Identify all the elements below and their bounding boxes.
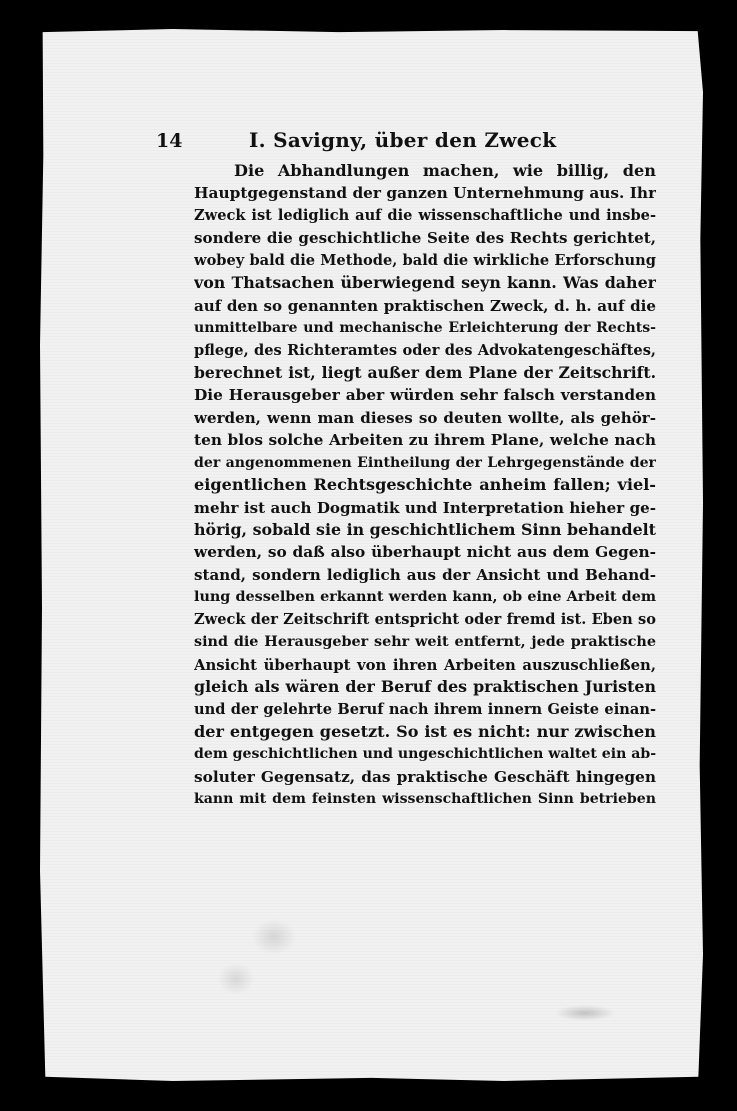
text-line: wobey bald die Methode, bald die wirkliche Erforschung (194, 251, 656, 269)
text-line: kann mit dem feinsten wissenschaftlichen Sinn betrieben (194, 791, 656, 808)
text-line: Ansicht überhaupt von ihren Arbeiten auszuschließen, (194, 655, 656, 674)
text-line: hörig, sobald sie in geschichtlichem Sinn behandelt (194, 520, 656, 539)
page-header (156, 128, 656, 158)
text-line: mehr ist auch Dogmatik und Interpretation hieher ge- (194, 498, 656, 517)
text-line: ten blos solche Arbeiten zu ihrem Plane, welche nach (194, 431, 656, 450)
text-line: soluter Gegensatz, das praktische Geschäft hingegen (194, 767, 656, 786)
text-line: und der gelehrte Beruf nach ihrem innern Geiste einan- (194, 700, 656, 718)
text-line: von Thatsachen überwiegend seyn kann. Was daher (194, 273, 656, 293)
text-line: Hauptgegenstand der ganzen Unternehmung aus. Ihr (194, 184, 656, 203)
text-line: stand, sondern lediglich aus der Ansicht und Behand- (194, 565, 656, 584)
text-line: Die Abhandlungen machen, wie billig, den (234, 161, 656, 180)
text-line: pflege, des Richteramtes oder des Advokatengeschäftes, (194, 341, 656, 359)
text-line: berechnet ist, liegt außer dem Plane der Zeitschrift. (194, 362, 656, 382)
text-line: Zweck der Zeitschrift entspricht oder fremd ist. Eben so (194, 610, 656, 628)
text-line: gleich als wären der Beruf des praktischen Juristen (194, 677, 656, 697)
text-line: sondere die geschichtliche Seite des Rechts gerichtet, (194, 229, 656, 248)
text-line: sind die Herausgeber sehr weit entfernt, jede praktische (194, 634, 656, 651)
text-line: Die Herausgeber aber würden sehr falsch verstanden (194, 386, 656, 405)
running-head: I. Savigny, über den Zweck (249, 128, 557, 152)
text-line: Zweck ist lediglich auf die wissenschaftliche und insbe- (194, 206, 656, 224)
text-line: eigentlichen Rechtsgeschichte anheim fallen; viel- (194, 475, 656, 495)
text-line: unmittelbare und mechanische Erleichterung der Rechts- (194, 320, 656, 337)
page-number: 14 (156, 130, 183, 152)
text-line: werden, so daß also überhaupt nicht aus dem Gegen- (194, 543, 656, 562)
text-line: der entgegen gesetzt. So ist es nicht: nur zwischen (194, 721, 656, 741)
text-line: auf den so genannten praktischen Zweck, d. h. auf die (194, 296, 656, 315)
text-line: lung desselben erkannt werden kann, ob eine Arbeit dem (194, 589, 656, 606)
text-line: der angenommenen Eintheilung der Lehrgegenstände der (194, 454, 656, 471)
body-text (194, 160, 656, 811)
text-line: werden, wenn man dieses so deuten wollte, als gehör- (194, 408, 656, 427)
text-line: dem geschichtlichen und ungeschichtlichen waltet ein ab- (194, 746, 656, 763)
